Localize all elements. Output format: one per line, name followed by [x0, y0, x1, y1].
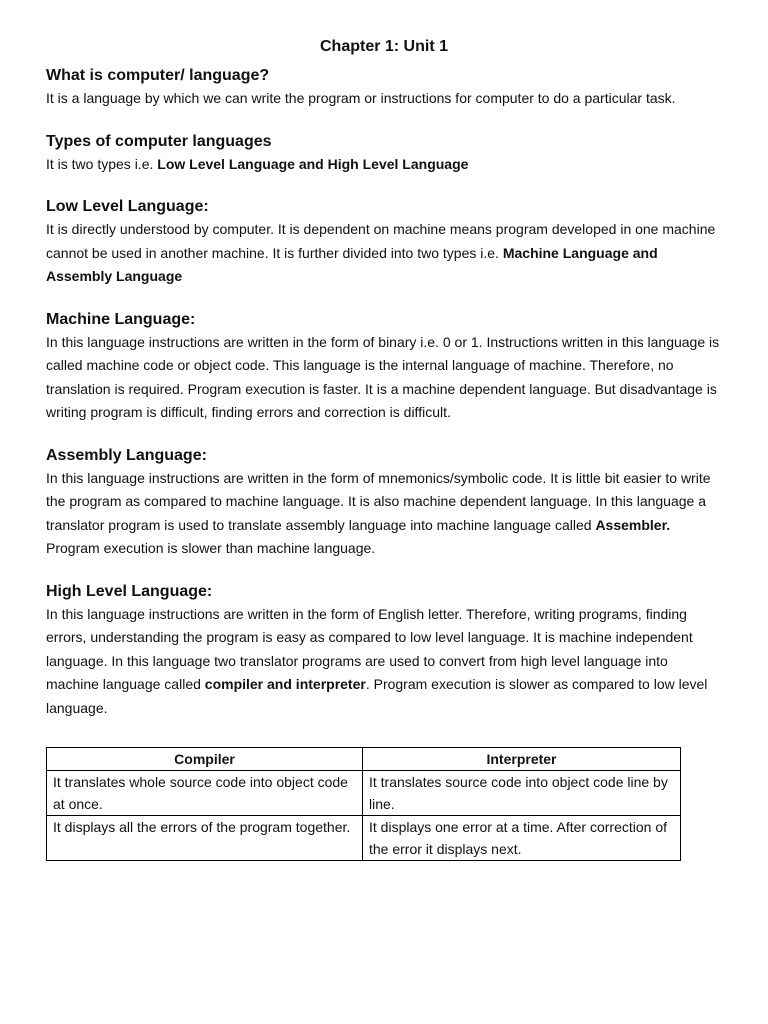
table-header-cell: Interpreter	[363, 748, 681, 771]
text-run: . Program execution is slower as compared to low level language.	[46, 676, 708, 716]
section-assembly-language	[46, 445, 722, 561]
text-run: It is two types i.e.	[46, 155, 158, 172]
section-heading: High Level Language:	[46, 582, 213, 600]
section-text: In this language instructions are written in the form of binary i.e. 0 or 1. Instructions written in this language is called machine code or object code. This language is the internal language of machine. Therefore, no translation is required. Program execution is faster. It is a machine dependent language. But disadvantage is writing program is difficult, finding errors and correction is difficult.	[46, 333, 720, 420]
text-run: It is directly understood by computer. It is dependent on machine means program developed in one machine cannot be used in another machine. It is further divided into two types i.e.	[46, 221, 716, 261]
section-heading: Types of computer languages	[46, 132, 272, 150]
bold-text: Machine Language and Assembly Language	[46, 244, 658, 284]
text-run: Program execution is slower than machine language.	[46, 540, 376, 556]
section-text	[46, 603, 722, 721]
section-heading: Assembly Language:	[46, 446, 207, 464]
section-high-level	[46, 581, 722, 721]
table-header-cell: Compiler	[47, 748, 363, 771]
section-what-is-language	[46, 65, 722, 111]
bold-text: Assembler.	[595, 516, 671, 533]
compiler-interpreter-table	[46, 747, 681, 861]
section-machine-language	[46, 309, 722, 425]
table-cell: It translates whole source code into object code at once.	[47, 771, 363, 816]
section-text	[46, 218, 722, 289]
table-cell: It translates source code into object code line by line.	[363, 771, 681, 816]
section-text	[46, 153, 722, 177]
section-low-level	[46, 196, 722, 289]
section-text: It is a language by which we can write the program or instructions for computer to do a particular task.	[46, 90, 676, 106]
section-heading: What is computer/ language?	[46, 67, 270, 84]
section-heading: Low Level Language:	[46, 198, 209, 215]
text-run: In this language instructions are written in the form of mnemonics/symbolic code. It is little bit easier to write the program as compared to machine language. It is also machine dependent language. In this language a translator program is used to translate assembly language into machine language called	[46, 469, 711, 533]
page-title: Chapter 1: Unit 1	[319, 38, 448, 55]
bold-text: compiler and interpreter	[204, 676, 366, 692]
section-text	[46, 467, 722, 561]
table-row	[47, 816, 681, 861]
table-row	[47, 771, 681, 816]
table-cell: It displays one error at a time. After correction of the error it displays next.	[363, 816, 681, 861]
text-run: In this language instructions are written in the form of English letter. Therefore, writing programs, finding errors, understanding the program is easy as compared to low level language. It is machine independent language. In this language two translator programs are used to convert from high level language into machine language called	[46, 605, 693, 692]
table-header-row	[47, 748, 681, 771]
section-heading: Machine Language:	[46, 310, 196, 328]
bold-text: Low Level Language and High Level Language	[157, 155, 469, 172]
section-types	[46, 131, 722, 177]
table-cell: It displays all the errors of the program together.	[47, 816, 363, 861]
